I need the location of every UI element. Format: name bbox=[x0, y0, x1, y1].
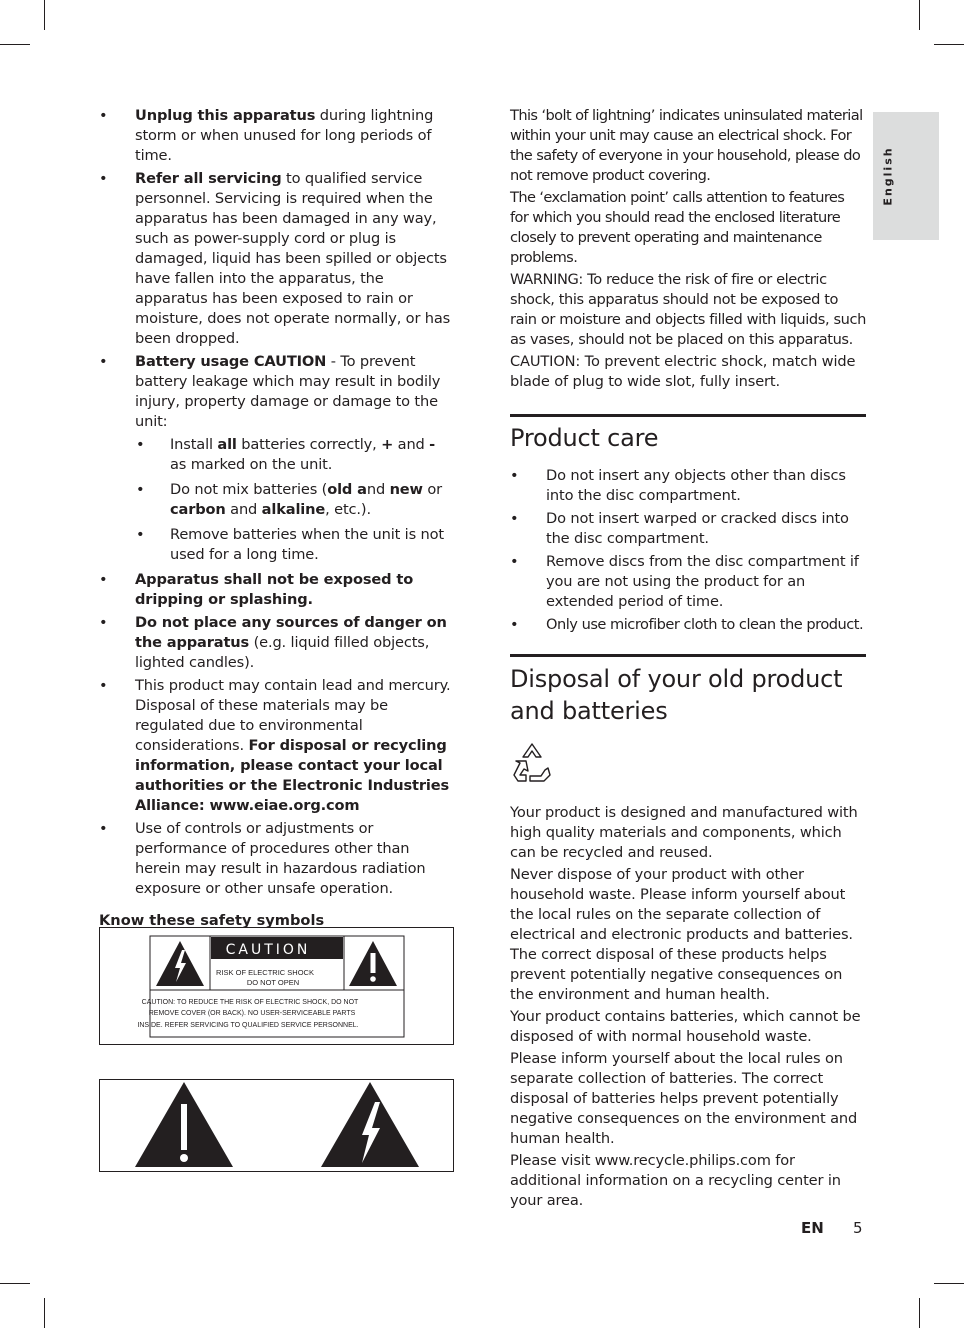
bullet-servicing: • Refer all servicing to qualified service personnel. Servicing is required when the apparatus has been damaged in any way, such as power-supply cord or plug is damaged, liquid has been spilled or objects have fallen into the apparatus, the apparatus has been exposed to rain or moisture, does not operate normally, or has been dropped. bbox=[99, 170, 451, 347]
crop-mark bbox=[919, 1298, 920, 1328]
bullet-battery: • Battery usage CAUTION - To prevent battery leakage which may result in bodily injury, property damage or damage to the unit: bbox=[99, 353, 441, 430]
disposal-para: Please inform yourself about the local rules on separate collection of batteries. The correct disposal of batteries helps prevent potentially negative consequences on the environment and human health. bbox=[510, 1050, 858, 1147]
crop-mark bbox=[934, 1283, 964, 1284]
section-rule bbox=[510, 654, 866, 657]
sub-bullet-remove: • Remove batteries when the unit is not used for a long time. bbox=[136, 526, 444, 563]
sub-bullet-install: • Install all batteries correctly, + and - as marked on the unit. bbox=[136, 436, 436, 473]
disposal-para: Your product is designed and manufactured with high quality materials and components, which can be recycled and reused. bbox=[510, 804, 858, 861]
crop-mark bbox=[934, 44, 964, 45]
bullet-dripping: • Apparatus shall not be exposed to dripping or splashing. bbox=[99, 571, 414, 608]
crop-mark bbox=[0, 44, 30, 45]
disposal-para: Never dispose of your product with other household waste. Please inform yourself about the local rules on the separate collection of electrical and electronic products and batteries. The correct disposal of these products helps prevent potentially negative consequences on the environment and human health. bbox=[510, 866, 853, 1003]
recycle-icon bbox=[510, 741, 554, 785]
caution-line2: DO NOT OPEN bbox=[246, 978, 300, 987]
list-item: • Do not insert any objects other than discs into the disc compartment. bbox=[510, 467, 846, 504]
caution-title: CAUTION bbox=[225, 942, 311, 958]
caution-foot1: CAUTION: TO REDUCE THE RISK OF ELECTRIC SHOCK, DO NOT bbox=[141, 999, 359, 1006]
safety-symbols-heading: Know these safety symbols bbox=[99, 912, 325, 929]
right-column bbox=[510, 106, 866, 1213]
disposal-title: Disposal of your old product and batteries bbox=[510, 665, 843, 725]
list-item: • Do not insert warped or cracked discs into the disc compartment. bbox=[510, 510, 849, 547]
disposal-para: Your product contains batteries, which cannot be disposed of with normal household waste. bbox=[510, 1008, 861, 1045]
product-care-list bbox=[510, 466, 866, 635]
intro-exclamation: The ‘exclamation point’ calls attention to features for which you should read the enclosed literature closely to prevent operating and maintenance problems. bbox=[510, 189, 845, 266]
product-care-title: Product care bbox=[510, 424, 659, 452]
sub-bullet-mix: • Do not mix batteries (old and new or carbon and alkaline, etc.). bbox=[136, 481, 443, 518]
crop-mark bbox=[0, 1283, 30, 1284]
caution-foot3: INSIDE. REFER SERVICING TO QUALIFIED SERVICE PERSONNEL. bbox=[137, 1022, 359, 1029]
caution-line1: RISK OF ELECTRIC SHOCK bbox=[216, 968, 314, 977]
caution-label bbox=[100, 928, 453, 1044]
crop-mark bbox=[44, 1298, 45, 1328]
section-rule bbox=[510, 414, 866, 417]
crop-mark bbox=[919, 0, 920, 30]
footer-language: EN bbox=[801, 1219, 824, 1237]
list-item: • Remove discs from the disc compartment if you are not using the product for an extended period of time. bbox=[510, 553, 859, 610]
bullet-unplug: • Unplug this apparatus during lightning storm or when unused for long periods of time. bbox=[99, 107, 434, 164]
list-item: • Only use microfiber cloth to clean the product. bbox=[510, 616, 864, 633]
safety-symbols bbox=[100, 1080, 453, 1171]
caution-label-box bbox=[99, 927, 454, 1045]
left-column bbox=[99, 106, 455, 929]
crop-mark bbox=[44, 0, 45, 30]
intro-warning: WARNING: To reduce the risk of fire or electric shock, this apparatus should not be exposed to rain or moisture and objects filled with liquids, such as vases, should not be placed on this apparatus. bbox=[510, 271, 866, 348]
disposal-para: Please visit www.recycle.philips.com for additional information on a recycling center in your area. bbox=[510, 1152, 841, 1209]
caution-foot2: REMOVE COVER (OR BACK). NO USER-SERVICEABLE PARTS bbox=[148, 1010, 356, 1017]
safety-symbols-box bbox=[99, 1079, 454, 1172]
bullet-lead-mercury: • This product may contain lead and mercury. Disposal of these materials may be regulated due to environmental considerations. For disposal or recycling information, please contact your local authorities or the Electronic Industries Alliance: www.eiae.org.com bbox=[99, 677, 451, 814]
page-number: 5 bbox=[853, 1219, 863, 1237]
language-tab-label: English bbox=[881, 146, 895, 206]
bullet-controls: • Use of controls or adjustments or performance of procedures other than herein may result in hazardous radiation exposure or other unsafe operation. bbox=[99, 820, 426, 897]
intro-caution: CAUTION: To prevent electric shock, match wide blade of plug to wide slot, fully insert. bbox=[510, 353, 856, 390]
intro-lightning: This ‘bolt of lightning’ indicates uninsulated material within your unit may cause an electrical shock. For the safety of everyone in your household, please do not remove product covering. bbox=[510, 107, 863, 184]
bullet-danger-sources: • Do not place any sources of danger on the apparatus (e.g. liquid filled objects, lighted candles). bbox=[99, 614, 447, 671]
